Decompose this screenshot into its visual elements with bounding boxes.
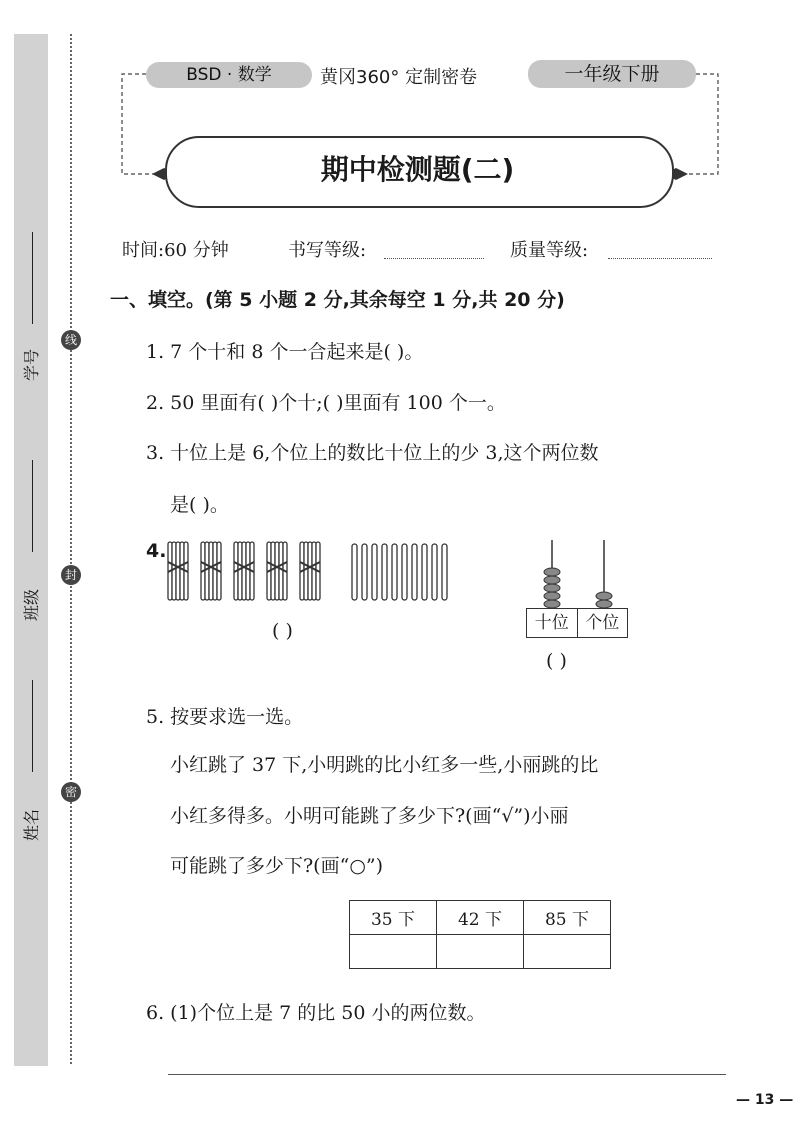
jump-options-table (349, 900, 611, 969)
abacus-ones-label: 个位 (585, 613, 620, 633)
section-heading: 一、填空。(第 5 小题 2 分,其余每空 1 分,共 20 分) (110, 289, 565, 311)
page-number: — 13 — (736, 1092, 794, 1108)
answer-cell-1[interactable] (350, 935, 437, 969)
single-stick (432, 544, 437, 600)
question-5-line2: 小红多得多。小明可能跳了多少下?(画“√”)小丽 (170, 805, 569, 827)
name-label: 姓名 (22, 809, 41, 842)
series-title: 黄冈360° 定制密卷 (320, 67, 478, 88)
seal-seal-badge: 封 (61, 565, 81, 585)
question-4-right-blank: ( ) (546, 650, 567, 672)
binding-strip (14, 34, 48, 1066)
grade-pill: 一年级下册 (528, 60, 696, 88)
abacus-bead (596, 592, 612, 600)
cut-dotted-line (70, 34, 72, 1064)
abacus-bead (596, 600, 612, 608)
seal-line-badge: 线 (61, 330, 81, 350)
stick-bundle (234, 542, 254, 600)
single-stick (352, 544, 357, 600)
single-stick (382, 544, 387, 600)
stick-bundle (300, 542, 320, 600)
question-4-left-blank: ( ) (272, 620, 293, 642)
stick-bundles-figure (160, 538, 460, 606)
name-line (32, 680, 33, 772)
abacus-bead (544, 592, 560, 600)
single-stick (392, 544, 397, 600)
answer-cell-2[interactable] (437, 935, 524, 969)
class-line (32, 460, 33, 552)
single-stick (402, 544, 407, 600)
abacus-bead (544, 568, 560, 576)
option-cell-1: 35 下 (350, 901, 437, 935)
footer-rule (168, 1074, 726, 1075)
question-5-line3: 可能跳了多少下?(画“○”) (170, 855, 384, 877)
abacus-tens-label: 十位 (527, 609, 578, 637)
single-stick (422, 544, 427, 600)
single-stick (362, 544, 367, 600)
abacus-place-labels (526, 608, 628, 638)
class-label: 班级 (22, 589, 41, 622)
option-cell-3: 85 下 (524, 901, 611, 935)
subject-pill: BSD · 数学 (146, 62, 312, 88)
question-3-line2: 是( )。 (170, 494, 229, 516)
time-label: 时间:60 分钟 (122, 240, 229, 261)
writing-grade-label: 书写等级: (288, 240, 367, 261)
stick-bundle (267, 542, 287, 600)
question-5-title: 5. 按要求选一选。 (146, 706, 304, 728)
writing-grade-blank[interactable] (384, 258, 484, 259)
answer-cell-3[interactable] (524, 935, 611, 969)
question-1: 1. 7 个十和 8 个一合起来是( )。 (146, 341, 424, 363)
student-id-label: 学号 (22, 349, 41, 382)
question-5-line1: 小红跳了 37 下,小明跳的比小红多一些,小丽跳的比 (170, 754, 599, 776)
stick-bundle (201, 542, 221, 600)
question-3-line1: 3. 十位上是 6,个位上的数比十位上的少 3,这个两位数 (146, 442, 599, 464)
abacus-bead (544, 584, 560, 592)
question-4-number: 4. (146, 540, 167, 562)
quality-grade-blank[interactable] (608, 258, 712, 259)
question-6: 6. (1)个位上是 7 的比 50 小的两位数。 (146, 1002, 486, 1024)
stick-bundle (168, 542, 188, 600)
question-2: 2. 50 里面有( )个十;( )里面有 100 个一。 (146, 392, 506, 414)
single-stick (372, 544, 377, 600)
quality-grade-label: 质量等级: (510, 240, 589, 261)
seal-secret-badge: 密 (61, 782, 81, 802)
page-title: 期中检测题(二) (320, 153, 515, 186)
abacus-bead (544, 600, 560, 608)
abacus-figure (520, 538, 640, 612)
abacus-bead (544, 576, 560, 584)
single-stick (412, 544, 417, 600)
single-stick (442, 544, 447, 600)
student-id-line (32, 232, 33, 324)
option-cell-2: 42 下 (437, 901, 524, 935)
